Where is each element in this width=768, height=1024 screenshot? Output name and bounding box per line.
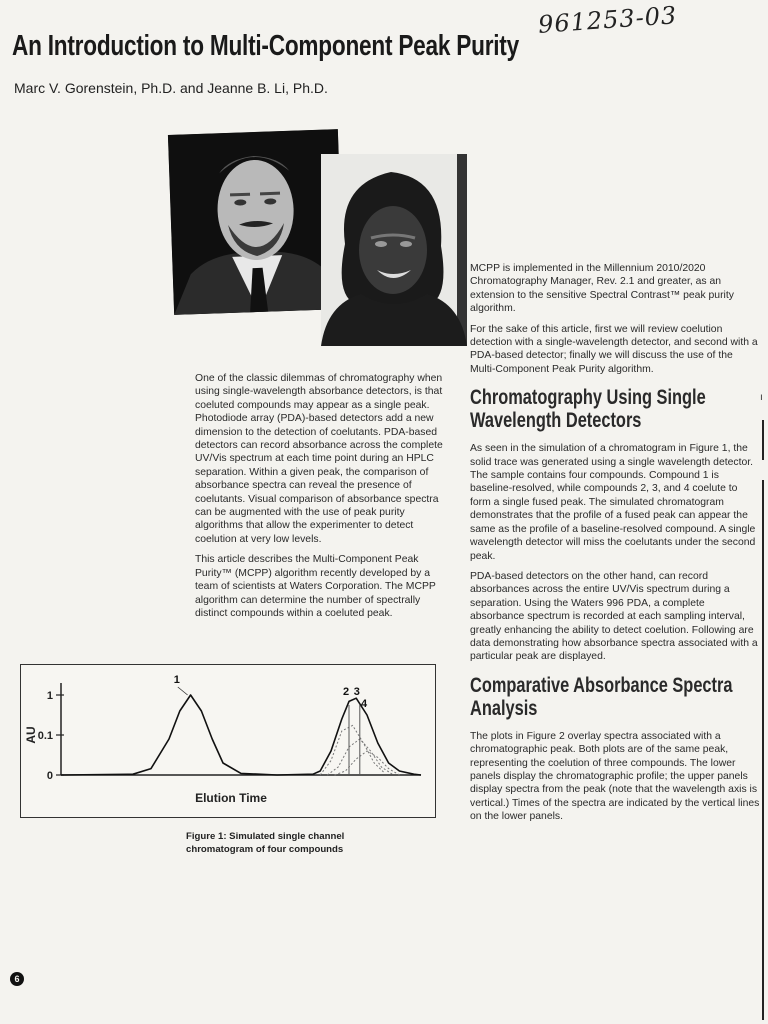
article-title: An Introduction to Multi-Component Peak Purity: [12, 30, 519, 62]
peak-label-3: 3: [353, 686, 360, 698]
y-axis-label: AU: [24, 726, 38, 744]
scan-mark: ı: [760, 392, 763, 403]
y-tick-label: 0: [46, 770, 53, 782]
section-heading-comparative-spectra: Comparative Absorbance Spectra Analysis: [470, 673, 733, 720]
overview-paragraph: For the sake of this article, first we will review coelution detection with a single-wavelength detector, and second with a PDA-based detector; finally we will discuss the use of the Multi-Component Peak Purity algorithm.: [470, 323, 758, 375]
intro-paragraph: One of the classic dilemmas of chromatography when using single-wavelength absorbance detectors, is that coeluted compounds may appear as a single peak. Photodiode array (PDA)-based detectors add a new dimension to the detection of coelutants. PDA-based detectors can record absorbance across the complete UV/Vis spectrum at each time point during an HPLC separation. Within a given peak, the comparison of absorbance spectra can reveal the presence of coelutants. Visual comparison of absorbance spectra can be augmented with the use of peak purity algorithms that allow the experimenter to detect coelution at very low levels.: [195, 373, 443, 545]
pda-paragraph: PDA-based detectors on the other hand, can record absorbances across the entire UV/Vis spectrum during a separation. Using the Waters 996 PDA, a complete absorbance spectrum is recorded at each sampling interval, greatly enhancing the ability to detect coelution. Following are data demonstrating how absorbance spectra associated with a particular peak are displayed.: [470, 570, 758, 663]
peak-label-4: 4: [361, 698, 368, 710]
figure-1-chromatogram: [20, 664, 436, 818]
right-column: [470, 262, 760, 831]
scan-edge-line-top: [762, 420, 764, 460]
author-photo-male: [168, 129, 344, 315]
author-photo-female: [321, 154, 467, 346]
article-authors: Marc V. Gorenstein, Ph.D. and Jeanne B. Li, Ph.D.: [14, 80, 328, 96]
coelutant-trace-2: [320, 725, 385, 775]
handwritten-document-id: 961253-03: [537, 1, 679, 39]
single-wavelength-paragraph: As seen in the simulation of a chromatogram in Figure 1, the solid trace was generated using a single wavelength detector. The sample contains four compounds. Compound 1 is baseline-resolved, while compounds 2, 3, and 4 coelute to form a single fused peak. The simulated chromatogram demonstrates that the profile of a fused peak can appear the same as the profile of a baseline-resolved compound. A single wavelength detector will miss the coelutants under the second peak.: [470, 443, 756, 562]
y-tick-label: 1: [46, 690, 53, 702]
x-axis-label: Elution Time: [195, 791, 267, 805]
left-column: [195, 372, 451, 627]
scan-edge-line-bottom: [762, 480, 764, 1020]
comparative-spectra-paragraph: The plots in Figure 2 overlay spectra associated with a chromatographic peak. Both plots are of the same peak, representing the coelution of three compounds. The lower panels display the chromatographic profile; the upper panels display spectra from the peak (note that the wavelength axis is vertical.) Times of the spectra are indicated by the vertical lines on the lower panels.: [470, 730, 760, 823]
page-number: 6: [10, 972, 24, 986]
implementation-paragraph: MCPP is implemented in the Millennium 2010/2020 Chromatography Manager, Rev. 2.1 and greater, as an extension to the sensitive Spectral Contrast™ peak purity algorithm.: [470, 263, 734, 315]
author-photos: [171, 132, 467, 346]
peak-label-2: 2: [343, 686, 350, 698]
peak-label-1: 1: [173, 674, 180, 686]
figure-1-caption: Figure 1: Simulated single channel chromatogram of four compounds: [186, 831, 345, 856]
y-tick-label: 0.1: [37, 730, 53, 742]
peak-1-pointer: [178, 687, 188, 695]
mcpp-paragraph: This article describes the Multi-Component Peak Purity™ (MCPP) algorithm recently developed by a team of scientists at Waters Corporation. The MCPP algorithm can determine the number of spectrally distinct compounds within a coeluted peak.: [195, 554, 436, 619]
chromatogram-chart: [21, 665, 435, 817]
section-heading-single-wavelength: Chromatography Using Single Wavelength Detectors: [470, 386, 706, 433]
